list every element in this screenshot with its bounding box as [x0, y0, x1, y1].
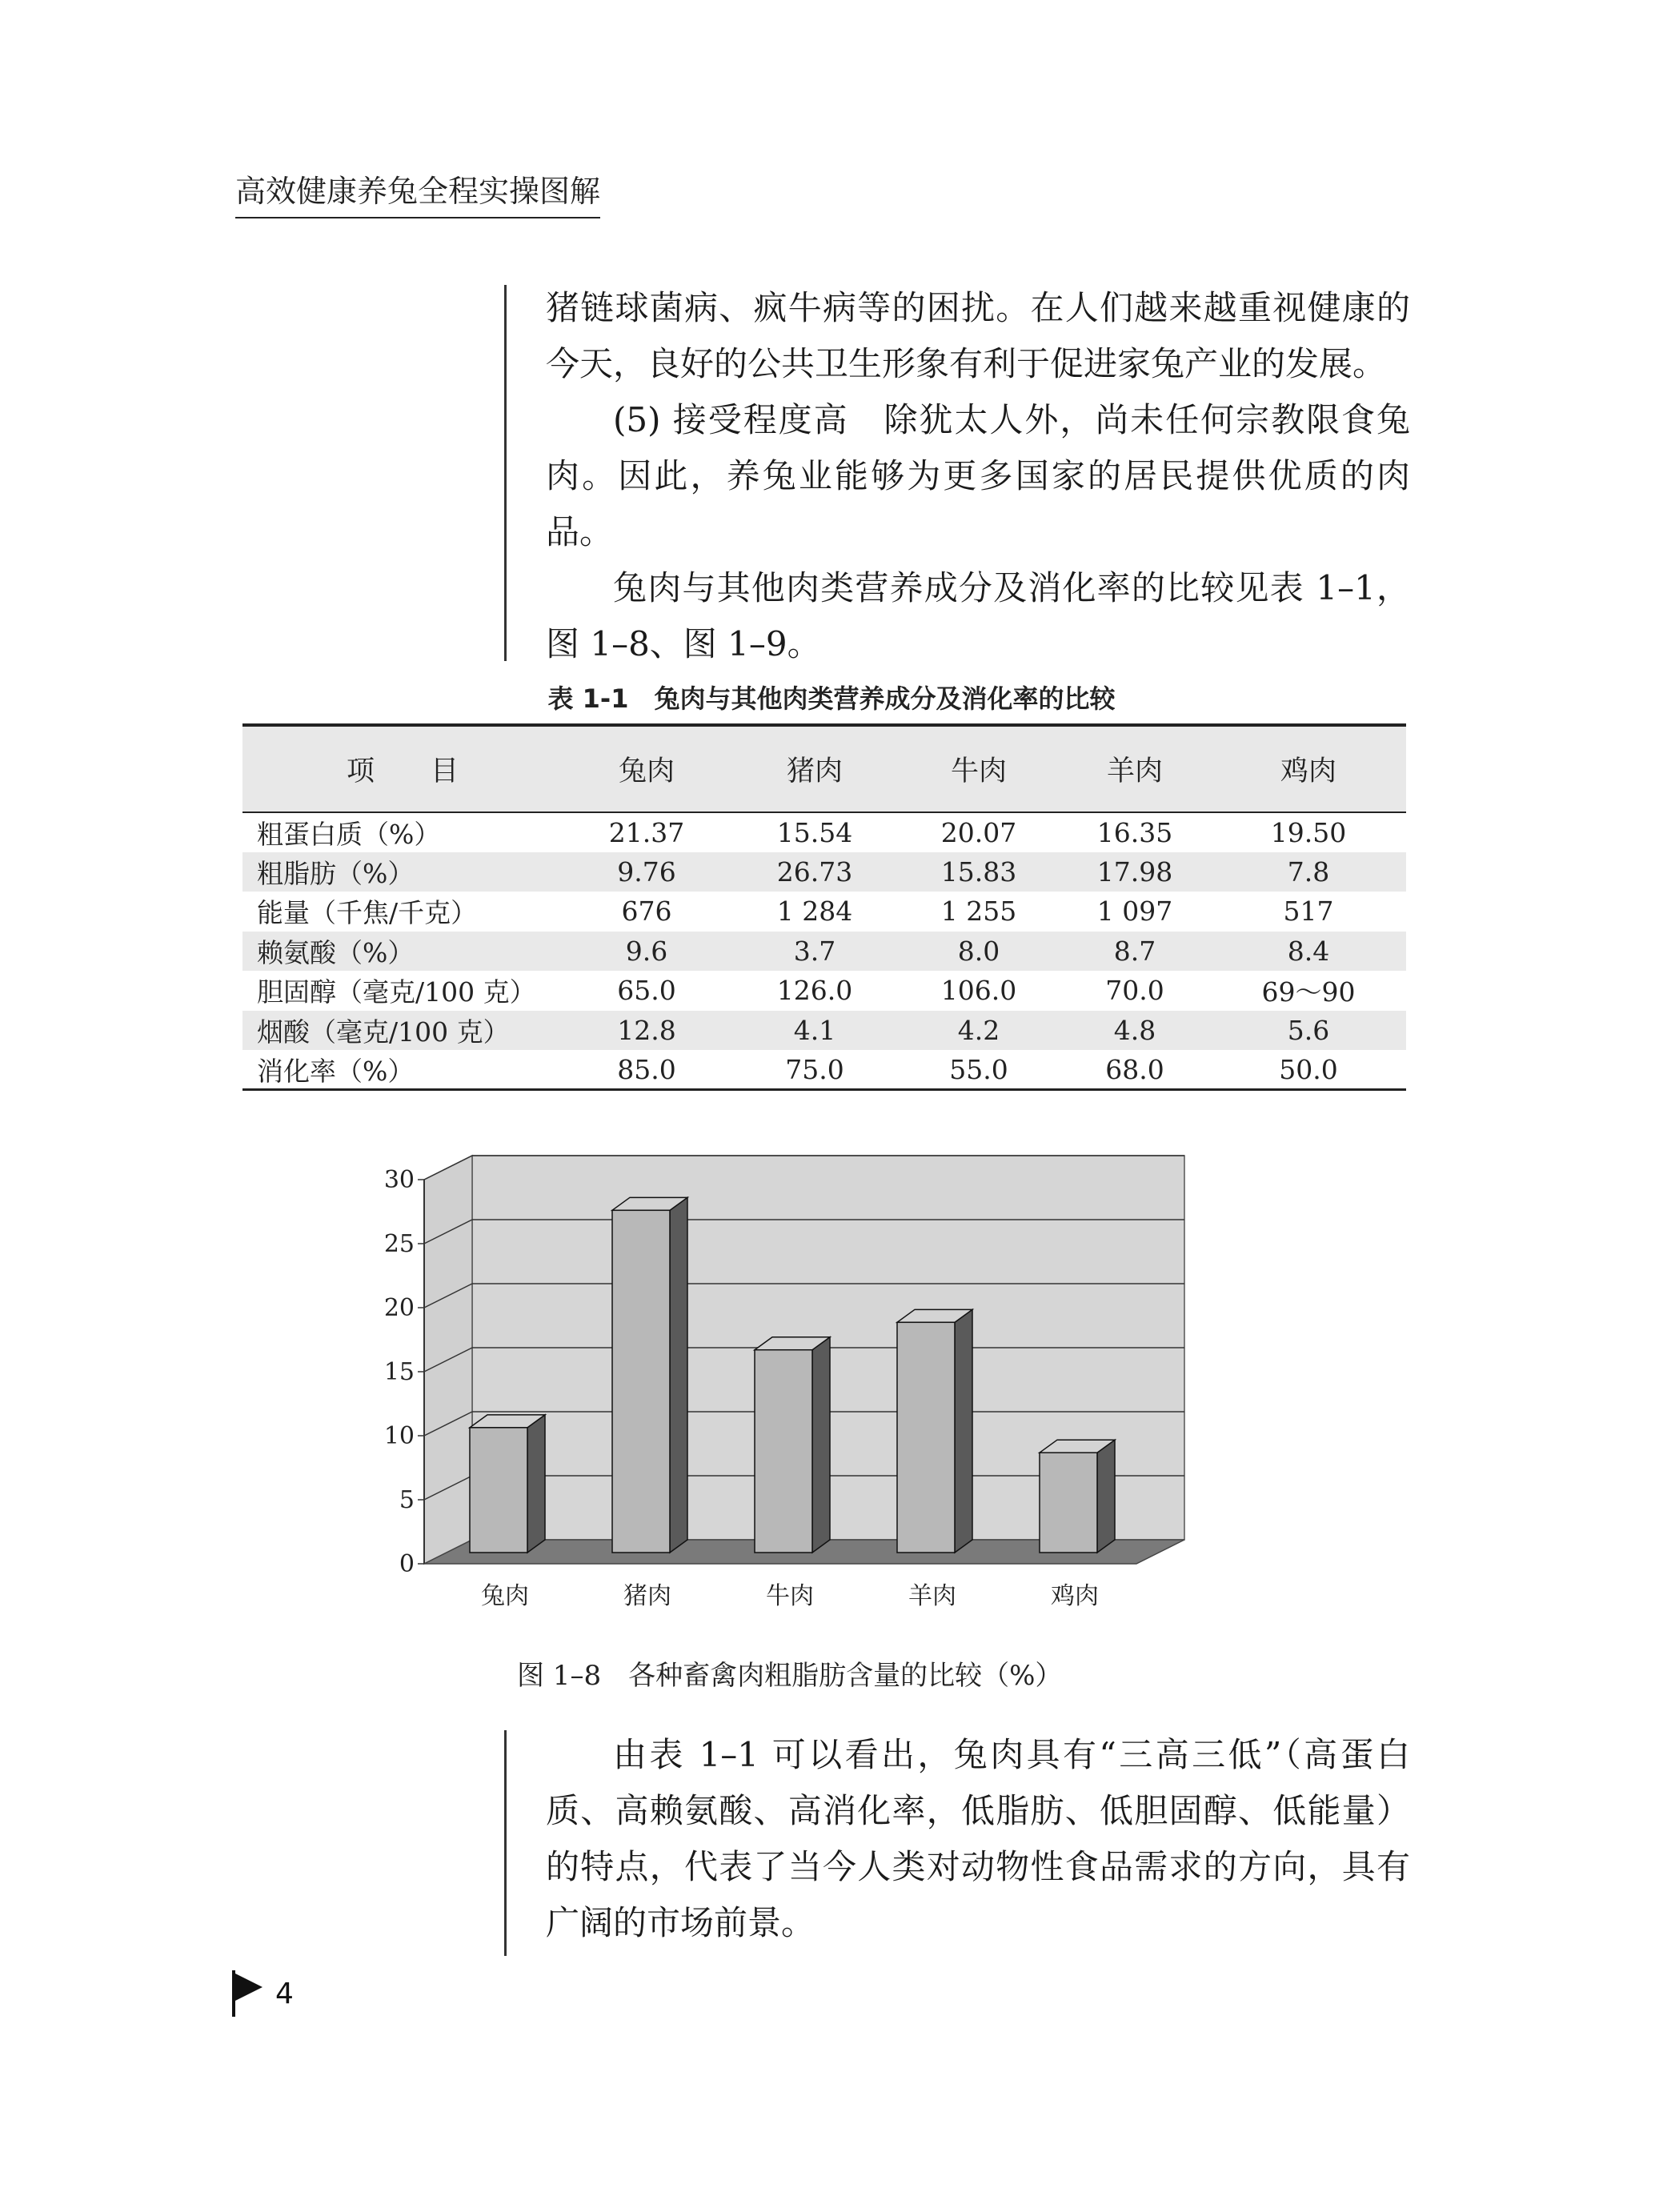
y-tick-label: 30 [383, 1166, 415, 1194]
table-cell: 17.98 [1096, 856, 1173, 888]
table-cell: 50.0 [1279, 1053, 1338, 1085]
table-cell: 1 097 [1096, 896, 1173, 928]
bar [755, 1350, 812, 1553]
table-cell: 21.37 [608, 816, 685, 848]
bar-side [812, 1337, 830, 1553]
y-tick-label: 0 [399, 1550, 415, 1578]
table-cell: 69～90 [1261, 976, 1356, 1008]
margin-rule-top [504, 285, 507, 661]
flag-icon [232, 1970, 264, 2017]
table-cell: 3.7 [793, 935, 836, 967]
table-cell: 7.8 [1287, 856, 1330, 888]
y-tick-label: 20 [383, 1294, 415, 1322]
bar [470, 1428, 527, 1553]
table-header-row [242, 725, 1406, 812]
bar [897, 1322, 955, 1553]
row-label: 消化率（%） [257, 1055, 415, 1087]
table-cell: 1 284 [776, 896, 853, 928]
table-row [242, 971, 1406, 1011]
running-header: 高效健康养兔全程实操图解 [235, 166, 600, 218]
table-cell: 4.8 [1113, 1014, 1156, 1046]
row-label: 粗蛋白质（%） [257, 818, 441, 850]
row-label: 烟酸（毫克/100 克） [257, 1016, 510, 1048]
table-cell: 15.54 [776, 816, 853, 848]
table-cell: 8.0 [957, 935, 1000, 967]
paragraph: 猪链球菌病、疯牛病等的困扰。在人们越来越重视健康的今天，良好的公共卫生形象有利于促进家兔产业的发展。 [546, 288, 1410, 383]
table-cell: 126.0 [776, 975, 853, 1007]
paragraph: (5) 接受程度高 除犹太人外，尚未任何宗教限食兔肉。因此，养兔业能够为更多国家的居民提供优质的肉品。 [546, 400, 1410, 551]
y-tick-label: 15 [383, 1358, 415, 1386]
table-row [242, 892, 1406, 932]
paragraph: 由表 1–1 可以看出，兔肉具有“三高三低”（高蛋白质、高赖氨酸、高消化率，低脂肪、低胆固醇、低能量）的特点，代表了当今人类对动物性食品需求的方向，具有广阔的市场前景。 [546, 1735, 1410, 1942]
table-row [242, 1011, 1406, 1051]
x-tick-label: 羊肉 [908, 1582, 956, 1610]
table-row [242, 1050, 1406, 1090]
header-cell: 羊肉 [1106, 755, 1163, 787]
y-tick-label: 5 [399, 1486, 415, 1514]
header-cell: 项 目 [346, 755, 459, 787]
body-text-top [546, 280, 1410, 672]
x-tick-label: 猪肉 [623, 1582, 671, 1610]
page-footer [232, 1970, 294, 2017]
table-cell: 15.83 [940, 856, 1017, 888]
row-label: 赖氨酸（%） [257, 936, 415, 968]
bar-side [1097, 1440, 1115, 1553]
y-tick-label: 25 [383, 1230, 415, 1258]
bar-side [955, 1309, 972, 1553]
table-cell: 676 [621, 896, 672, 928]
bar-side [527, 1415, 545, 1553]
table-cell: 1 255 [940, 896, 1017, 928]
table-cell: 9.6 [625, 935, 668, 967]
table-cell: 55.0 [949, 1053, 1008, 1085]
nutrition-table [242, 723, 1406, 1091]
x-tick-label: 兔肉 [481, 1582, 529, 1610]
table-cell: 20.07 [940, 816, 1017, 848]
header-cell: 鸡肉 [1280, 755, 1336, 787]
bar-chart-svg [376, 1124, 1192, 1660]
table-cell: 19.50 [1270, 816, 1347, 848]
table-cell: 68.0 [1105, 1053, 1164, 1085]
page-number: 4 [275, 1977, 294, 2010]
table-cell: 4.1 [793, 1014, 836, 1046]
fat-content-chart [376, 1124, 1192, 1660]
bar-side [670, 1197, 687, 1553]
table-row [242, 852, 1406, 892]
row-label: 能量（千焦/千克） [257, 897, 478, 929]
table-cell: 106.0 [940, 975, 1017, 1007]
row-label: 胆固醇（毫克/100 克） [257, 976, 536, 1008]
x-tick-label: 鸡肉 [1051, 1582, 1099, 1610]
table-cell: 9.76 [617, 856, 676, 888]
header-cell: 兔肉 [618, 755, 675, 787]
table-cell: 517 [1283, 896, 1334, 928]
table-cell: 8.7 [1113, 935, 1156, 967]
x-tick-label: 牛肉 [766, 1582, 814, 1610]
table-cell: 75.0 [785, 1053, 844, 1085]
table-cell: 12.8 [617, 1014, 676, 1046]
table-row [242, 812, 1406, 852]
row-label: 粗脂肪（%） [257, 857, 415, 889]
table-cell: 70.0 [1105, 975, 1164, 1007]
header-cell: 猪肉 [786, 755, 843, 787]
paragraph: 兔肉与其他肉类营养成分及消化率的比较见表 1–1，图 1–8、图 1–9。 [546, 568, 1410, 663]
table-cell: 65.0 [617, 975, 676, 1007]
table-cell: 16.35 [1096, 816, 1173, 848]
table-cell: 8.4 [1287, 935, 1330, 967]
bar [1040, 1453, 1097, 1553]
table-cell: 85.0 [617, 1053, 676, 1085]
bar [612, 1210, 670, 1553]
table-cell: 26.73 [776, 856, 853, 888]
y-tick-label: 10 [383, 1422, 415, 1450]
table-row [242, 932, 1406, 972]
body-text-bottom [546, 1727, 1410, 1951]
figure-caption: 图 1–8 各种畜禽肉粗脂肪含量的比较（%） [517, 1660, 1063, 1692]
header-cell: 牛肉 [950, 755, 1007, 787]
table-cell: 5.6 [1287, 1014, 1330, 1046]
margin-rule-bottom [504, 1730, 507, 1956]
table-caption: 表 1-1 兔肉与其他肉类营养成分及消化率的比较 [547, 683, 1116, 714]
table-cell: 4.2 [957, 1014, 1000, 1046]
